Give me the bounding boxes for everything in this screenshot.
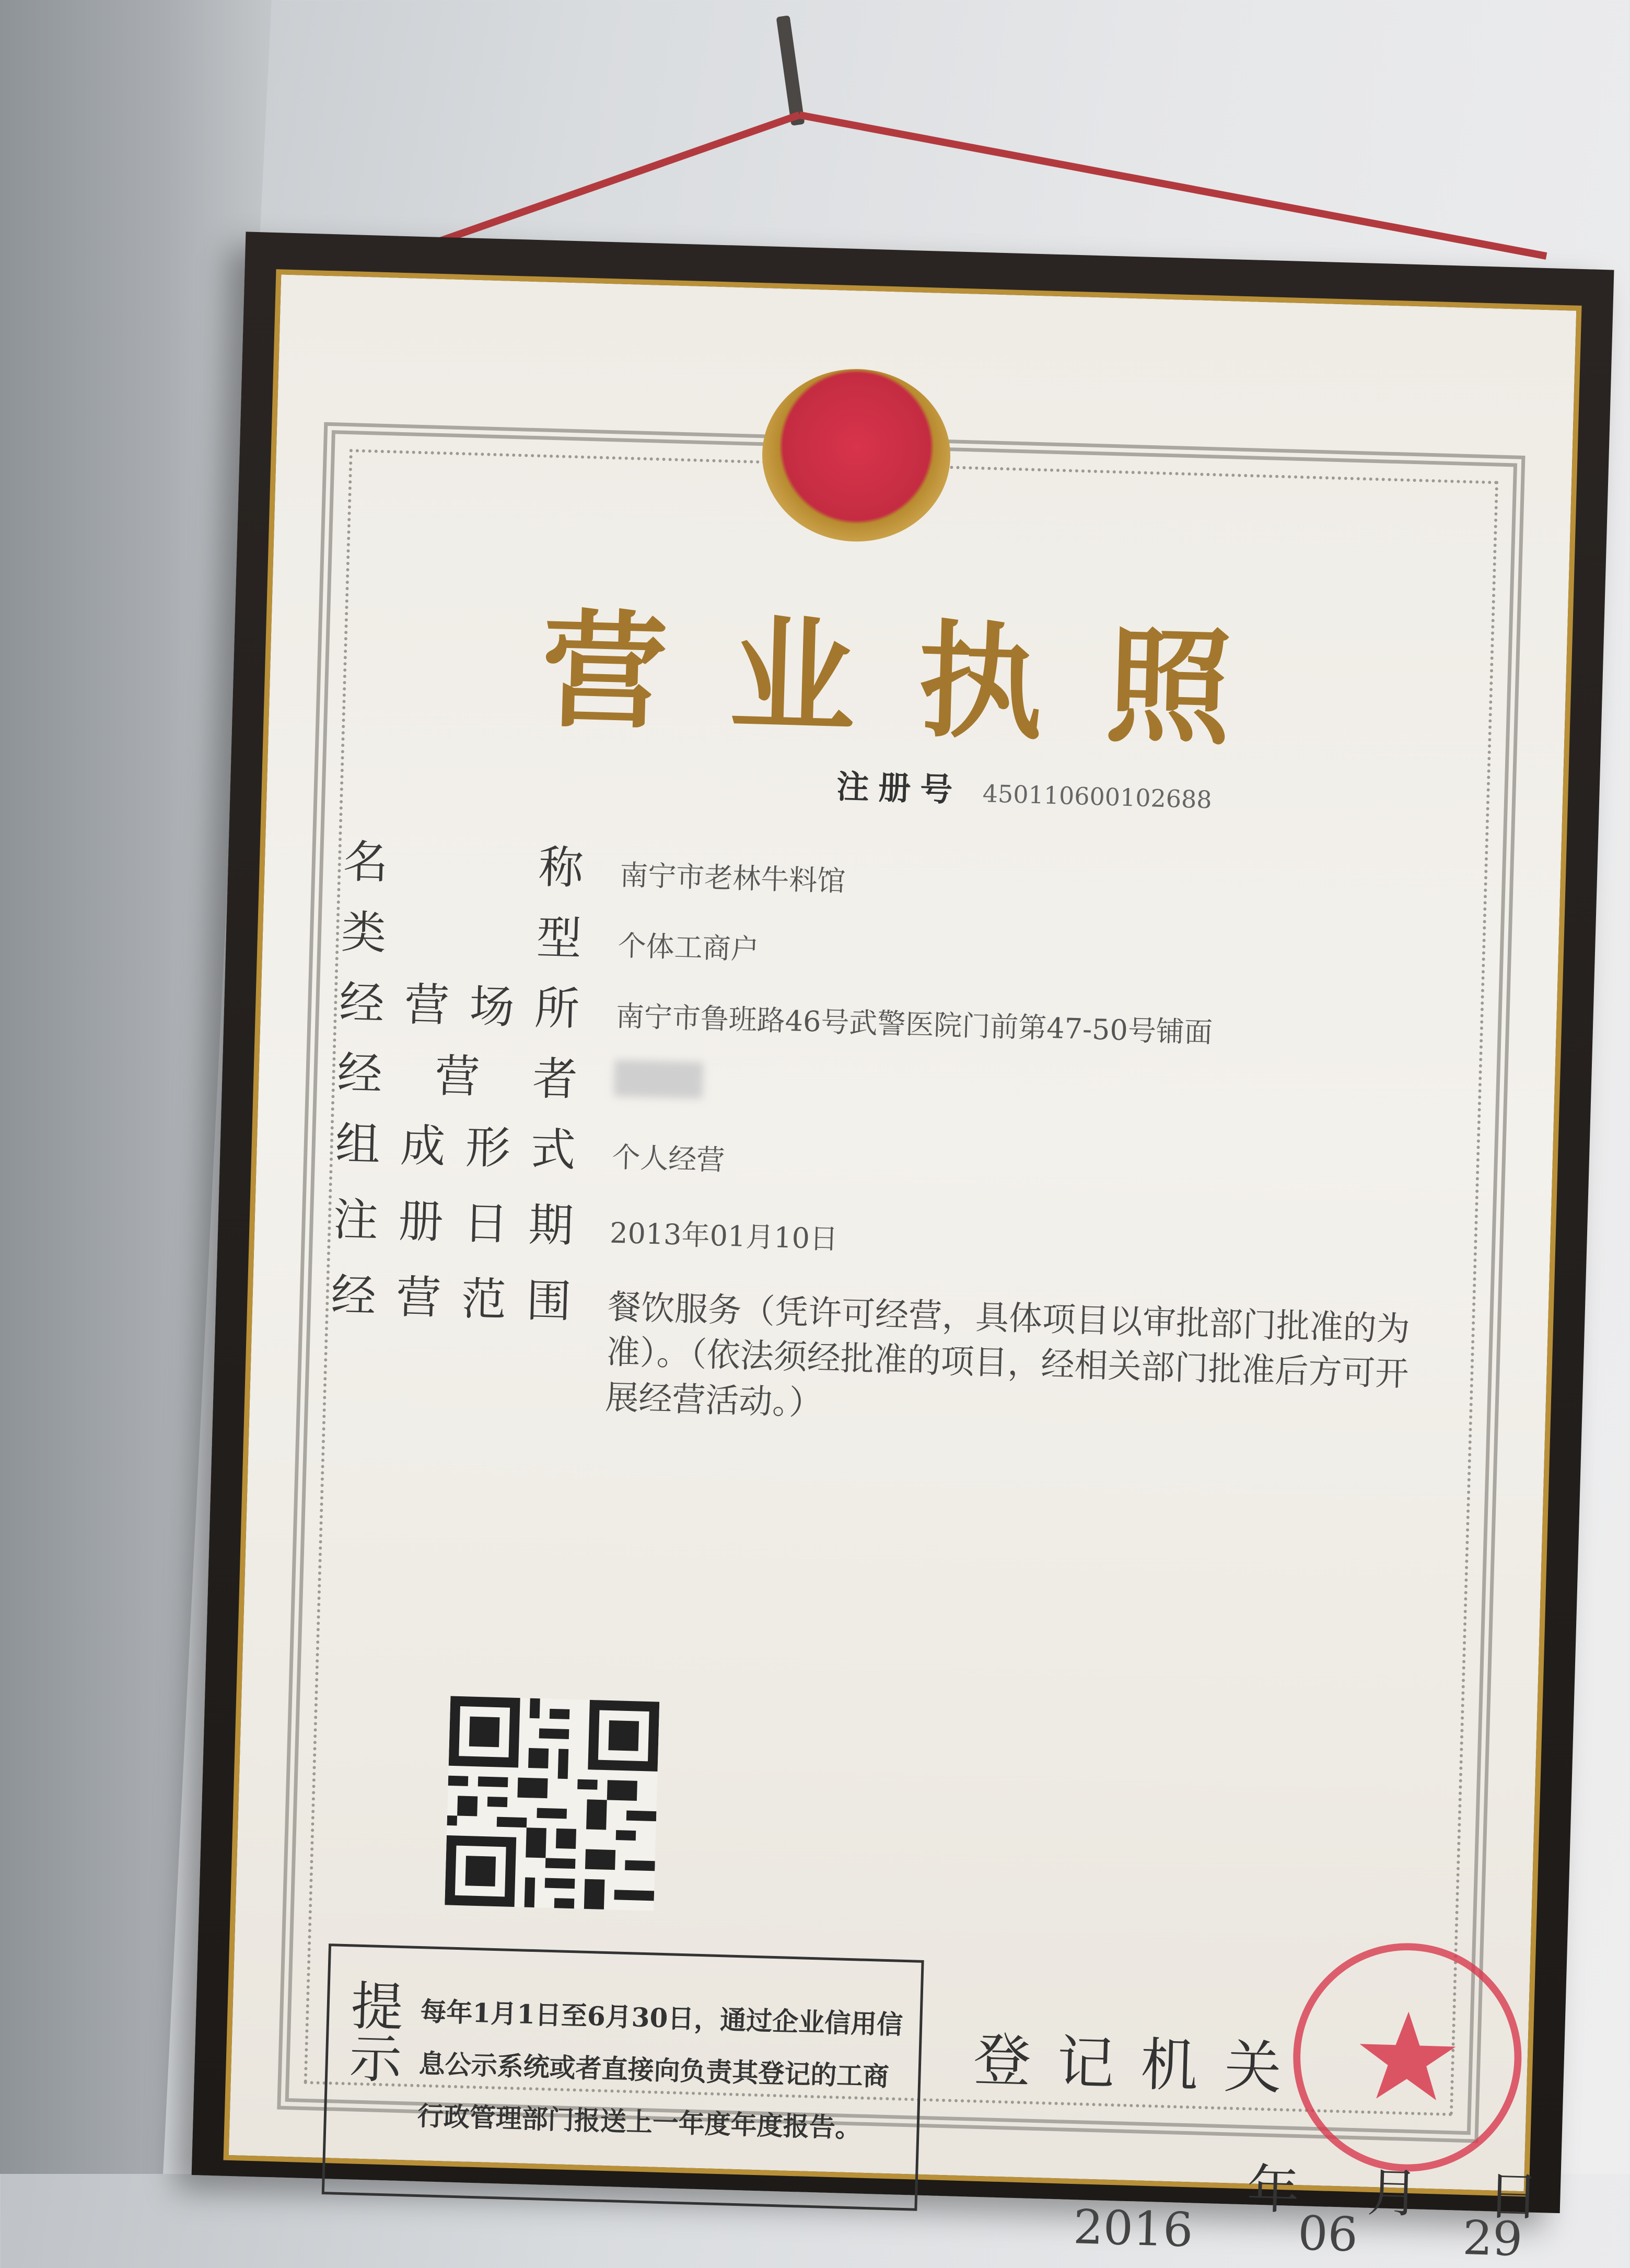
field-label: 注册日期 (332, 1193, 575, 1253)
registration-value: 450110600102688 (982, 779, 1213, 814)
day-label: 日 (1486, 2165, 1541, 2228)
field-label: 经营者 (336, 1047, 578, 1106)
month-value: 06 (1297, 2206, 1359, 2263)
field-value-redacted (613, 1060, 704, 1111)
field-label: 组成形式 (334, 1117, 577, 1177)
field-value: 个体工商户 (617, 929, 760, 966)
field-value: 2013年01月10日 (609, 1216, 839, 1256)
field-value: 南宁市老林牛料馆 (619, 858, 846, 898)
license-paper (229, 274, 1577, 2267)
qr-code-icon (445, 1691, 660, 1916)
picture-frame (192, 232, 1614, 2267)
field-label: 名称 (342, 836, 585, 895)
notice-heading: 提示 (340, 1977, 404, 2085)
official-seal-icon (1284, 1934, 1531, 2181)
day-value: 29 (1462, 2210, 1523, 2267)
registration-authority-label: 登记机关 (972, 2026, 1309, 2103)
field-value: 个人经营 (611, 1140, 726, 1177)
redaction-blur (614, 1060, 704, 1099)
field-label: 经营范围 (330, 1269, 572, 1328)
field-value: 餐饮服务（凭许可经营，具体项目以审批部门批准的为准）。（依法须经批准的项目，经相关部门批准后方可开展经营活动。） (604, 1288, 1411, 1423)
notice-text: 每年1月1日至6月30日，通过企业信用信息公示系统或者直接向负责其登记的工商行政管理部门报送上一年度年度报告。 (417, 1996, 903, 2144)
year-label: 年 (1246, 2158, 1300, 2221)
registration-label: 注册号 (836, 767, 963, 809)
notice-box (322, 1943, 924, 2211)
year-value: 2016 (1073, 2200, 1194, 2258)
field-label: 类型 (340, 906, 583, 965)
license-title: 营业执照 (540, 597, 1296, 765)
field-value: 南宁市鲁班路46号武警医院门前第47-50号铺面 (615, 999, 1213, 1049)
month-label: 月 (1366, 2161, 1421, 2225)
field-label: 经营场所 (338, 977, 580, 1036)
